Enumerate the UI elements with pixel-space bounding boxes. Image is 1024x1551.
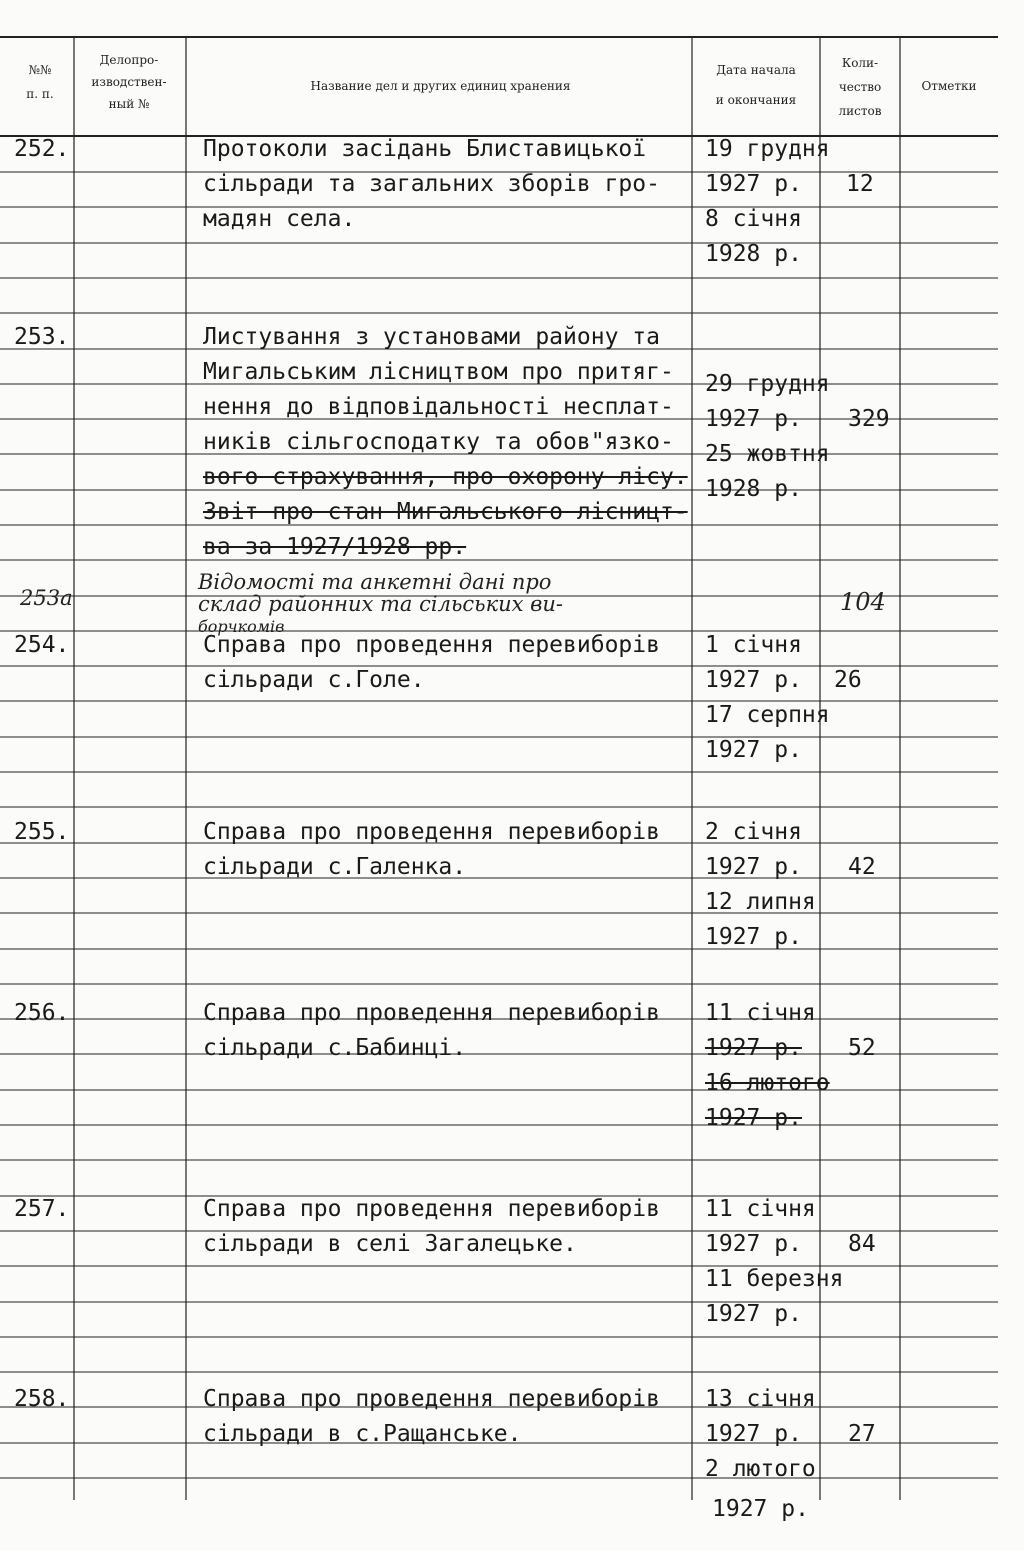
entry-title-line: сільради в селі Загалецьке. — [203, 1231, 577, 1257]
entry-title-line: ва за 1927/1928 рр. — [203, 534, 467, 560]
entry-sheets: 26 — [834, 667, 862, 693]
entry-date-start: 19 грудня — [705, 136, 830, 162]
handwritten-sheets: 104 — [840, 588, 886, 616]
entry-number: 256. — [14, 1000, 70, 1026]
entry-date-start-year: 1927 р. — [705, 171, 802, 197]
entry-title-line: Справа про проведення перевиборів — [203, 819, 660, 845]
entry-title-line: Звіт про стан Мигальського лісницт- — [203, 499, 688, 525]
entry-number: 258. — [14, 1386, 70, 1412]
entry-number: 255. — [14, 819, 70, 845]
handwritten-title-line: склад районних та сільських ви- — [198, 592, 564, 616]
entry-date-end: 25 жовтня — [705, 441, 830, 467]
header-office-line-1: Делопро- — [99, 53, 159, 67]
handwritten-title-line: борчкомів — [198, 617, 285, 636]
header-office-line-2: изводствен- — [91, 75, 167, 89]
entry-sheets: 42 — [848, 854, 876, 880]
entry-title-line: ників сільгосподатку та обов"язко- — [203, 429, 674, 455]
header-title: Название дел и других единиц хранения — [310, 79, 571, 93]
entry-number: 257. — [14, 1196, 70, 1222]
entry-number: 252. — [14, 136, 70, 162]
entry-title-line: Справа про проведення перевиборів — [203, 1386, 660, 1412]
entry-title-line: сільради с.Бабинці. — [203, 1035, 467, 1061]
entry-sheets: 84 — [848, 1231, 876, 1257]
entry-date-start: 11 січня — [705, 1196, 816, 1222]
entry-date-end-year: 1927 р. — [705, 737, 802, 763]
header-sheets-line-1: Коли- — [841, 56, 879, 70]
entry-title-line: Мигальським лісництвом про притяг- — [203, 359, 674, 385]
header-dates-line-1: Дата начала — [716, 63, 796, 77]
entry-date-end: 12 липня — [705, 889, 816, 915]
header-office-line-3: ный № — [108, 97, 150, 111]
entry-date-end-year: 1927 р. — [705, 1301, 802, 1327]
header-sheets — [820, 55, 900, 119]
entry-number: 254. — [14, 632, 70, 658]
header-sheets-line-3: листов — [838, 104, 882, 118]
entry-date-end-year: 1927 р. — [705, 924, 802, 950]
entry-title-line: Протоколи засідань Блиставицької — [203, 136, 647, 162]
header-office-number — [74, 52, 184, 112]
entry-title-line: сільради та загальних зборів гро- — [203, 171, 660, 197]
entry-date-end: 2 лютого — [705, 1456, 816, 1482]
entry-date-start: 1 січня — [705, 632, 802, 658]
header-dates — [695, 62, 817, 108]
entry-date-end: 8 січня — [705, 206, 802, 232]
entry-date-end-year: 1928 р. — [705, 241, 802, 267]
entry-date-end-year: 1928 р. — [705, 476, 802, 502]
entry-date-end: 17 серпня — [705, 702, 830, 728]
entry-title-line: сільради с.Галенка. — [203, 854, 467, 880]
entry-sheets: 52 — [848, 1035, 876, 1061]
entry-title-line: сільради в с.Ращанське. — [203, 1421, 522, 1447]
entry-title-line: мадян села. — [203, 206, 356, 232]
entry-date-end: 11 березня — [705, 1266, 844, 1292]
entry-title-line: Справа про проведення перевиборів — [203, 1196, 660, 1222]
header-sheets-line-2: чество — [838, 80, 882, 94]
entry-date-start-year: 1927 р. — [705, 1035, 802, 1061]
entry-date-start: 2 січня — [705, 819, 802, 845]
entry-date-start: 11 січня — [705, 1000, 816, 1026]
entry-title-line: Справа про проведення перевиборів — [203, 1000, 660, 1026]
entry-title-line: Листування з установами району та — [203, 324, 660, 350]
entry-date-end-year: 1927 р. — [705, 1105, 802, 1131]
header-notes: Отметки — [921, 79, 977, 93]
entry-date-end-year: 1927 р. — [712, 1496, 809, 1522]
entry-title-line: сільради с.Голе. — [203, 667, 425, 693]
entry-title-line: вого страхування, про охорону лісу. — [203, 464, 688, 490]
header-number-line-1: №№ — [28, 63, 52, 77]
entry-sheets: 12 — [846, 171, 874, 197]
entry-sheets: 329 — [848, 406, 890, 432]
entry-date-start-year: 1927 р. — [705, 667, 802, 693]
entry-date-start-year: 1927 р. — [705, 854, 802, 880]
entry-date-start: 29 грудня — [705, 371, 830, 397]
entry-date-start-year: 1927 р. — [705, 406, 802, 432]
header-number-line-2: п. п. — [26, 87, 54, 101]
entry-number: 253. — [14, 324, 70, 350]
handwritten-number: 253а — [20, 586, 73, 610]
handwritten-title-line: Відомості та анкетні дані про — [198, 570, 552, 594]
entry-title-line: нення до відповідальності несплат- — [203, 394, 674, 420]
entry-date-start: 13 січня — [705, 1386, 816, 1412]
header-dates-line-2: и окончания — [715, 93, 797, 107]
entry-date-start-year: 1927 р. — [705, 1231, 802, 1257]
entry-title-line: Справа про проведення перевиборів — [203, 632, 660, 658]
entry-sheets: 27 — [848, 1421, 876, 1447]
entry-date-end: 16 лютого — [705, 1070, 830, 1096]
header-number — [8, 62, 72, 102]
entry-date-start-year: 1927 р. — [705, 1421, 802, 1447]
